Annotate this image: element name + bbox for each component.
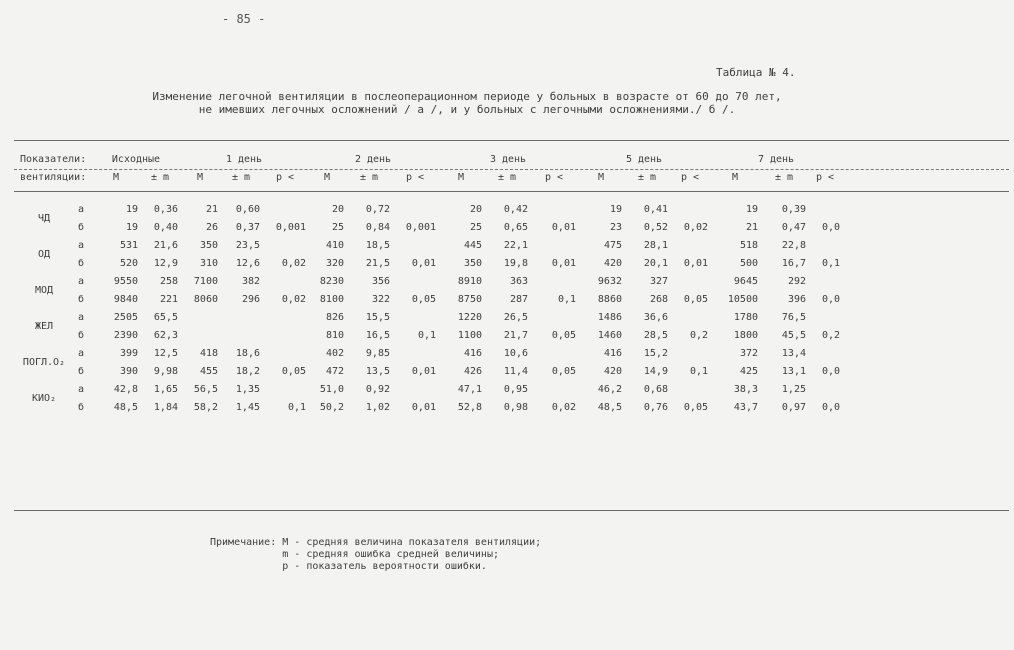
table-cell: 0,40 <box>153 221 178 233</box>
table-cell: 19,8 <box>503 257 528 269</box>
table-cell: 0,1 <box>417 329 436 341</box>
table-cell: 292 <box>787 275 806 287</box>
table-row <box>18 326 842 344</box>
table-cell: 25 <box>469 221 482 233</box>
subheader-p-less: p < <box>815 171 835 183</box>
table-cell: 2390 <box>113 329 138 341</box>
table-cell: 268 <box>649 293 668 305</box>
table-cell: 21,6 <box>153 239 178 251</box>
table-cell: 0,05 <box>683 401 708 413</box>
subheader-m: М <box>112 171 120 183</box>
indicator-label: ЖЕЛ <box>34 320 54 332</box>
subheader-plus-minus-m: ± m <box>637 171 657 183</box>
table-cell: 28,5 <box>643 329 668 341</box>
table-cell: 0,72 <box>365 203 390 215</box>
table-cell: 350 <box>463 257 482 269</box>
table-cell <box>262 308 308 326</box>
subgroup-label: б <box>77 257 85 269</box>
table-cell: 45,5 <box>781 329 806 341</box>
table-cell: 21 <box>205 203 218 215</box>
table-cell <box>530 272 578 290</box>
table-cell <box>392 380 438 398</box>
table-cell: 1220 <box>457 311 482 323</box>
table-cell: 9,98 <box>153 365 178 377</box>
table-cell: 0,52 <box>643 221 668 233</box>
table-cell: 296 <box>241 293 260 305</box>
table-cell: 500 <box>739 257 758 269</box>
table-row <box>18 272 842 290</box>
table-cell: 56,5 <box>193 383 218 395</box>
table-number: Таблица № 4. <box>716 66 796 79</box>
table-cell: 1,84 <box>153 401 178 413</box>
table-cell: 0,05 <box>551 365 576 377</box>
table-cell: 455 <box>199 365 218 377</box>
table-cell: 8750 <box>457 293 482 305</box>
table-cell: 26,5 <box>503 311 528 323</box>
table-cell: 13,1 <box>781 365 806 377</box>
table-cell: 0,01 <box>551 257 576 269</box>
table-cell: 1,45 <box>235 401 260 413</box>
table-cell: 0,001 <box>405 221 436 233</box>
table-cell: 327 <box>649 275 668 287</box>
table-cell: 20 <box>331 203 344 215</box>
header-group-initial: Исходные <box>111 153 161 165</box>
table-cell: 16,5 <box>365 329 390 341</box>
table-cell <box>392 344 438 362</box>
table-cell: 18,5 <box>365 239 390 251</box>
table-cell <box>180 326 220 344</box>
header-ventilation: вентиляции: <box>20 171 87 183</box>
table-cell: 1780 <box>733 311 758 323</box>
table-cell: 0,02 <box>281 257 306 269</box>
subgroup-label: б <box>77 293 85 305</box>
table-cell <box>530 200 578 218</box>
table-cell <box>530 236 578 254</box>
table-cell: 1800 <box>733 329 758 341</box>
table-cell: 58,2 <box>193 401 218 413</box>
table-cell: 51,0 <box>319 383 344 395</box>
table-cell: 46,2 <box>597 383 622 395</box>
indicator-label: ЧД <box>37 212 51 224</box>
table-cell: 9645 <box>733 275 758 287</box>
table-cell: 9,85 <box>365 347 390 359</box>
table-cell: 13,5 <box>365 365 390 377</box>
table-cell: 0,05 <box>411 293 436 305</box>
table-cell: 320 <box>325 257 344 269</box>
table-cell: 48,5 <box>597 401 622 413</box>
table-cell: 1460 <box>597 329 622 341</box>
table-cell: 310 <box>199 257 218 269</box>
table-cell: 48,5 <box>113 401 138 413</box>
table-cell <box>670 236 710 254</box>
subheader-plus-minus-m: ± m <box>774 171 794 183</box>
table-cell: 13,4 <box>781 347 806 359</box>
table-cell <box>180 308 220 326</box>
table-cell <box>670 344 710 362</box>
note-line-1: Примечание: М - средняя величина показателя вентиляции; <box>210 537 542 548</box>
table-cell: 0,02 <box>683 221 708 233</box>
table-cell: 36,6 <box>643 311 668 323</box>
table-cell <box>262 344 308 362</box>
header-group-day1: 1 день <box>225 153 263 165</box>
subgroup-label: а <box>77 275 85 287</box>
table-cell: 396 <box>787 293 806 305</box>
table-cell: 19 <box>125 221 138 233</box>
table-cell: 22,1 <box>503 239 528 251</box>
indicator-label: ОД <box>37 248 51 260</box>
table-cell: 0,95 <box>503 383 528 395</box>
table-cell: 1100 <box>457 329 482 341</box>
subgroup-label: а <box>77 383 85 395</box>
table-row <box>18 308 842 326</box>
table-cell: 350 <box>199 239 218 251</box>
header-group-day2: 2 день <box>354 153 392 165</box>
table-row <box>18 254 842 272</box>
table-cell: 399 <box>119 347 138 359</box>
table-cell: 0,0 <box>821 401 840 413</box>
table-cell: 12,9 <box>153 257 178 269</box>
table-cell <box>392 308 438 326</box>
table-cell: 0,1 <box>821 257 840 269</box>
table-cell: 0,001 <box>275 221 306 233</box>
table-cell: 0,60 <box>235 203 260 215</box>
table-cell: 426 <box>463 365 482 377</box>
table-cell: 475 <box>603 239 622 251</box>
table-cell: 0,01 <box>551 221 576 233</box>
table-cell: 20,1 <box>643 257 668 269</box>
table-cell: 420 <box>603 365 622 377</box>
header-row-2 <box>18 168 842 186</box>
table-cell: 9632 <box>597 275 622 287</box>
table-cell: 287 <box>509 293 528 305</box>
table-cell: 0,41 <box>643 203 668 215</box>
table-cell: 416 <box>463 347 482 359</box>
table-row <box>18 218 842 236</box>
table-cell <box>530 308 578 326</box>
table-cell: 28,1 <box>643 239 668 251</box>
table-cell: 25 <box>331 221 344 233</box>
table-cell: 0,01 <box>411 365 436 377</box>
table-cell: 76,5 <box>781 311 806 323</box>
table-cell: 0,37 <box>235 221 260 233</box>
table-cell: 21,5 <box>365 257 390 269</box>
subheader-p-less: p < <box>275 171 295 183</box>
table-cell: 356 <box>371 275 390 287</box>
table-cell: 0,39 <box>781 203 806 215</box>
table-cell: 1,65 <box>153 383 178 395</box>
table-cell: 0,0 <box>821 293 840 305</box>
table-cell <box>262 380 308 398</box>
table-cell: 0,98 <box>503 401 528 413</box>
table-cell: 8060 <box>193 293 218 305</box>
table-cell: 8100 <box>319 293 344 305</box>
table-cell: 416 <box>603 347 622 359</box>
table-cell <box>808 236 842 254</box>
table-cell <box>262 236 308 254</box>
table-cell <box>808 380 842 398</box>
table-cell: 1486 <box>597 311 622 323</box>
table-cell <box>808 200 842 218</box>
subgroup-label: а <box>77 203 85 215</box>
table-cell: 0,1 <box>689 365 708 377</box>
table-cell <box>808 308 842 326</box>
subgroup-label: а <box>77 311 85 323</box>
table-cell <box>220 326 262 344</box>
subheader-plus-minus-m: ± m <box>231 171 251 183</box>
spacer-row <box>18 186 842 200</box>
subgroup-label: б <box>77 365 85 377</box>
table-cell: 9840 <box>113 293 138 305</box>
table-top-rule <box>14 140 1009 141</box>
table-cell: 7100 <box>193 275 218 287</box>
table-cell: 50,2 <box>319 401 344 413</box>
table-cell: 9550 <box>113 275 138 287</box>
table-row <box>18 200 842 218</box>
subgroup-label: б <box>77 329 85 341</box>
subheader-m: М <box>597 171 605 183</box>
header-group-day3: 3 день <box>489 153 527 165</box>
subheader-plus-minus-m: ± m <box>497 171 517 183</box>
table-cell: 0,68 <box>643 383 668 395</box>
subheader-plus-minus-m: ± m <box>150 171 170 183</box>
table-cell: 8910 <box>457 275 482 287</box>
table-cell <box>262 272 308 290</box>
table-cell: 372 <box>739 347 758 359</box>
table-cell: 0,42 <box>503 203 528 215</box>
table-cell: 0,05 <box>683 293 708 305</box>
ventilation-table <box>18 150 842 416</box>
table-cell: 43,7 <box>733 401 758 413</box>
table-cell: 382 <box>241 275 260 287</box>
table-cell: 26 <box>205 221 218 233</box>
subheader-m: М <box>323 171 331 183</box>
table-cell: 221 <box>159 293 178 305</box>
table-cell: 19 <box>125 203 138 215</box>
table-cell: 1,35 <box>235 383 260 395</box>
table-cell: 15,2 <box>643 347 668 359</box>
subgroup-label: б <box>77 401 85 413</box>
subheader-p-less: p < <box>544 171 564 183</box>
indicator-label: ПОГЛ.О₂ <box>22 356 66 368</box>
table-cell <box>670 200 710 218</box>
table-cell: 520 <box>119 257 138 269</box>
table-cell: 0,01 <box>411 401 436 413</box>
table-cell: 15,5 <box>365 311 390 323</box>
subheader-m: М <box>196 171 204 183</box>
table-cell: 22,8 <box>781 239 806 251</box>
table-cell: 19 <box>745 203 758 215</box>
table-cell: 425 <box>739 365 758 377</box>
table-cell: 14,9 <box>643 365 668 377</box>
table-cell: 0,76 <box>643 401 668 413</box>
table-cell: 0,2 <box>821 329 840 341</box>
table-cell: 8230 <box>319 275 344 287</box>
table-cell: 0,05 <box>551 329 576 341</box>
table-cell <box>808 272 842 290</box>
table-cell: 21 <box>745 221 758 233</box>
header-row-1 <box>18 150 842 168</box>
subgroup-label: а <box>77 347 85 359</box>
table-row <box>18 290 842 308</box>
table-cell: 363 <box>509 275 528 287</box>
table-cell: 0,47 <box>781 221 806 233</box>
table-bottom-rule <box>14 510 1009 511</box>
indicator-label: КИО₂ <box>31 392 57 404</box>
table-cell <box>392 200 438 218</box>
table-cell <box>808 344 842 362</box>
table-caption-line-2: не имевших легочных осложнений / а /, и у больных с легочными осложнениями./ б /. <box>198 103 736 116</box>
table-cell: 11,4 <box>503 365 528 377</box>
table-cell <box>530 344 578 362</box>
table-cell: 12,6 <box>235 257 260 269</box>
table-row <box>18 380 842 398</box>
table-cell: 258 <box>159 275 178 287</box>
table-cell: 0,05 <box>281 365 306 377</box>
subheader-m: М <box>731 171 739 183</box>
table-cell: 18,6 <box>235 347 260 359</box>
table-cell: 65,5 <box>153 311 178 323</box>
table-cell: 0,0 <box>821 221 840 233</box>
note-line-3: р - показатель вероятности ошибки. <box>210 561 487 572</box>
table-cell <box>392 272 438 290</box>
table-cell: 826 <box>325 311 344 323</box>
table-cell: 62,3 <box>153 329 178 341</box>
table-cell: 10,6 <box>503 347 528 359</box>
table-cell: 20 <box>469 203 482 215</box>
subheader-p-less: p < <box>405 171 425 183</box>
header-group-day7: 7 день <box>757 153 795 165</box>
table-cell: 0,01 <box>411 257 436 269</box>
table-cell: 0,65 <box>503 221 528 233</box>
table-cell: 19 <box>609 203 622 215</box>
table-cell: 0,2 <box>689 329 708 341</box>
table-cell: 0,84 <box>365 221 390 233</box>
table-cell <box>392 236 438 254</box>
subgroup-label: б <box>77 221 85 233</box>
note-line-2: m - средняя ошибка средней величины; <box>210 549 499 560</box>
table-cell: 1,02 <box>365 401 390 413</box>
table-cell: 8860 <box>597 293 622 305</box>
table-caption-line-1: Изменение легочной вентиляции в послеоперационном периоде у больных в возрасте от 60 до 70 лет, <box>152 90 782 103</box>
table-cell: 0,92 <box>365 383 390 395</box>
table-cell <box>530 380 578 398</box>
indicator-label: МОД <box>34 284 54 296</box>
table-cell: 10500 <box>727 293 758 305</box>
table-cell: 0,1 <box>287 401 306 413</box>
table-cell: 52,8 <box>457 401 482 413</box>
page-number: - 85 - <box>222 12 266 26</box>
table-cell <box>670 272 710 290</box>
table-cell <box>670 380 710 398</box>
subheader-m: М <box>457 171 465 183</box>
table-cell: 47,1 <box>457 383 482 395</box>
table-cell: 0,36 <box>153 203 178 215</box>
table-cell <box>262 200 308 218</box>
table-cell <box>220 308 262 326</box>
table-cell: 418 <box>199 347 218 359</box>
table-row <box>18 398 842 416</box>
table-cell: 38,3 <box>733 383 758 395</box>
subgroup-label: а <box>77 239 85 251</box>
table-row <box>18 362 842 380</box>
table-cell: 531 <box>119 239 138 251</box>
table-cell <box>262 326 308 344</box>
table-cell: 23,5 <box>235 239 260 251</box>
table-cell: 2505 <box>113 311 138 323</box>
table-cell <box>670 308 710 326</box>
table-cell: 1,25 <box>781 383 806 395</box>
subheader-p-less: p < <box>680 171 700 183</box>
table-cell: 390 <box>119 365 138 377</box>
table-row <box>18 344 842 362</box>
table-cell: 0,97 <box>781 401 806 413</box>
table-cell: 21,7 <box>503 329 528 341</box>
table-cell: 0,1 <box>557 293 576 305</box>
table-cell: 472 <box>325 365 344 377</box>
table-cell: 445 <box>463 239 482 251</box>
table-cell: 23 <box>609 221 622 233</box>
table-cell: 0,0 <box>821 365 840 377</box>
table-cell: 810 <box>325 329 344 341</box>
table-cell: 518 <box>739 239 758 251</box>
table-cell: 420 <box>603 257 622 269</box>
table-cell: 12,5 <box>153 347 178 359</box>
header-group-day5: 5 день <box>625 153 663 165</box>
table-cell: 0,02 <box>281 293 306 305</box>
table-cell: 402 <box>325 347 344 359</box>
table-cell: 322 <box>371 293 390 305</box>
subheader-plus-minus-m: ± m <box>359 171 379 183</box>
table-cell: 0,01 <box>683 257 708 269</box>
table-row <box>18 236 842 254</box>
table-cell: 0,02 <box>551 401 576 413</box>
table-notes <box>210 537 541 573</box>
table-cell: 18,2 <box>235 365 260 377</box>
table-cell: 410 <box>325 239 344 251</box>
table-cell: 16,7 <box>781 257 806 269</box>
table-cell: 42,8 <box>113 383 138 395</box>
header-indicators: Показатели: <box>20 153 87 165</box>
